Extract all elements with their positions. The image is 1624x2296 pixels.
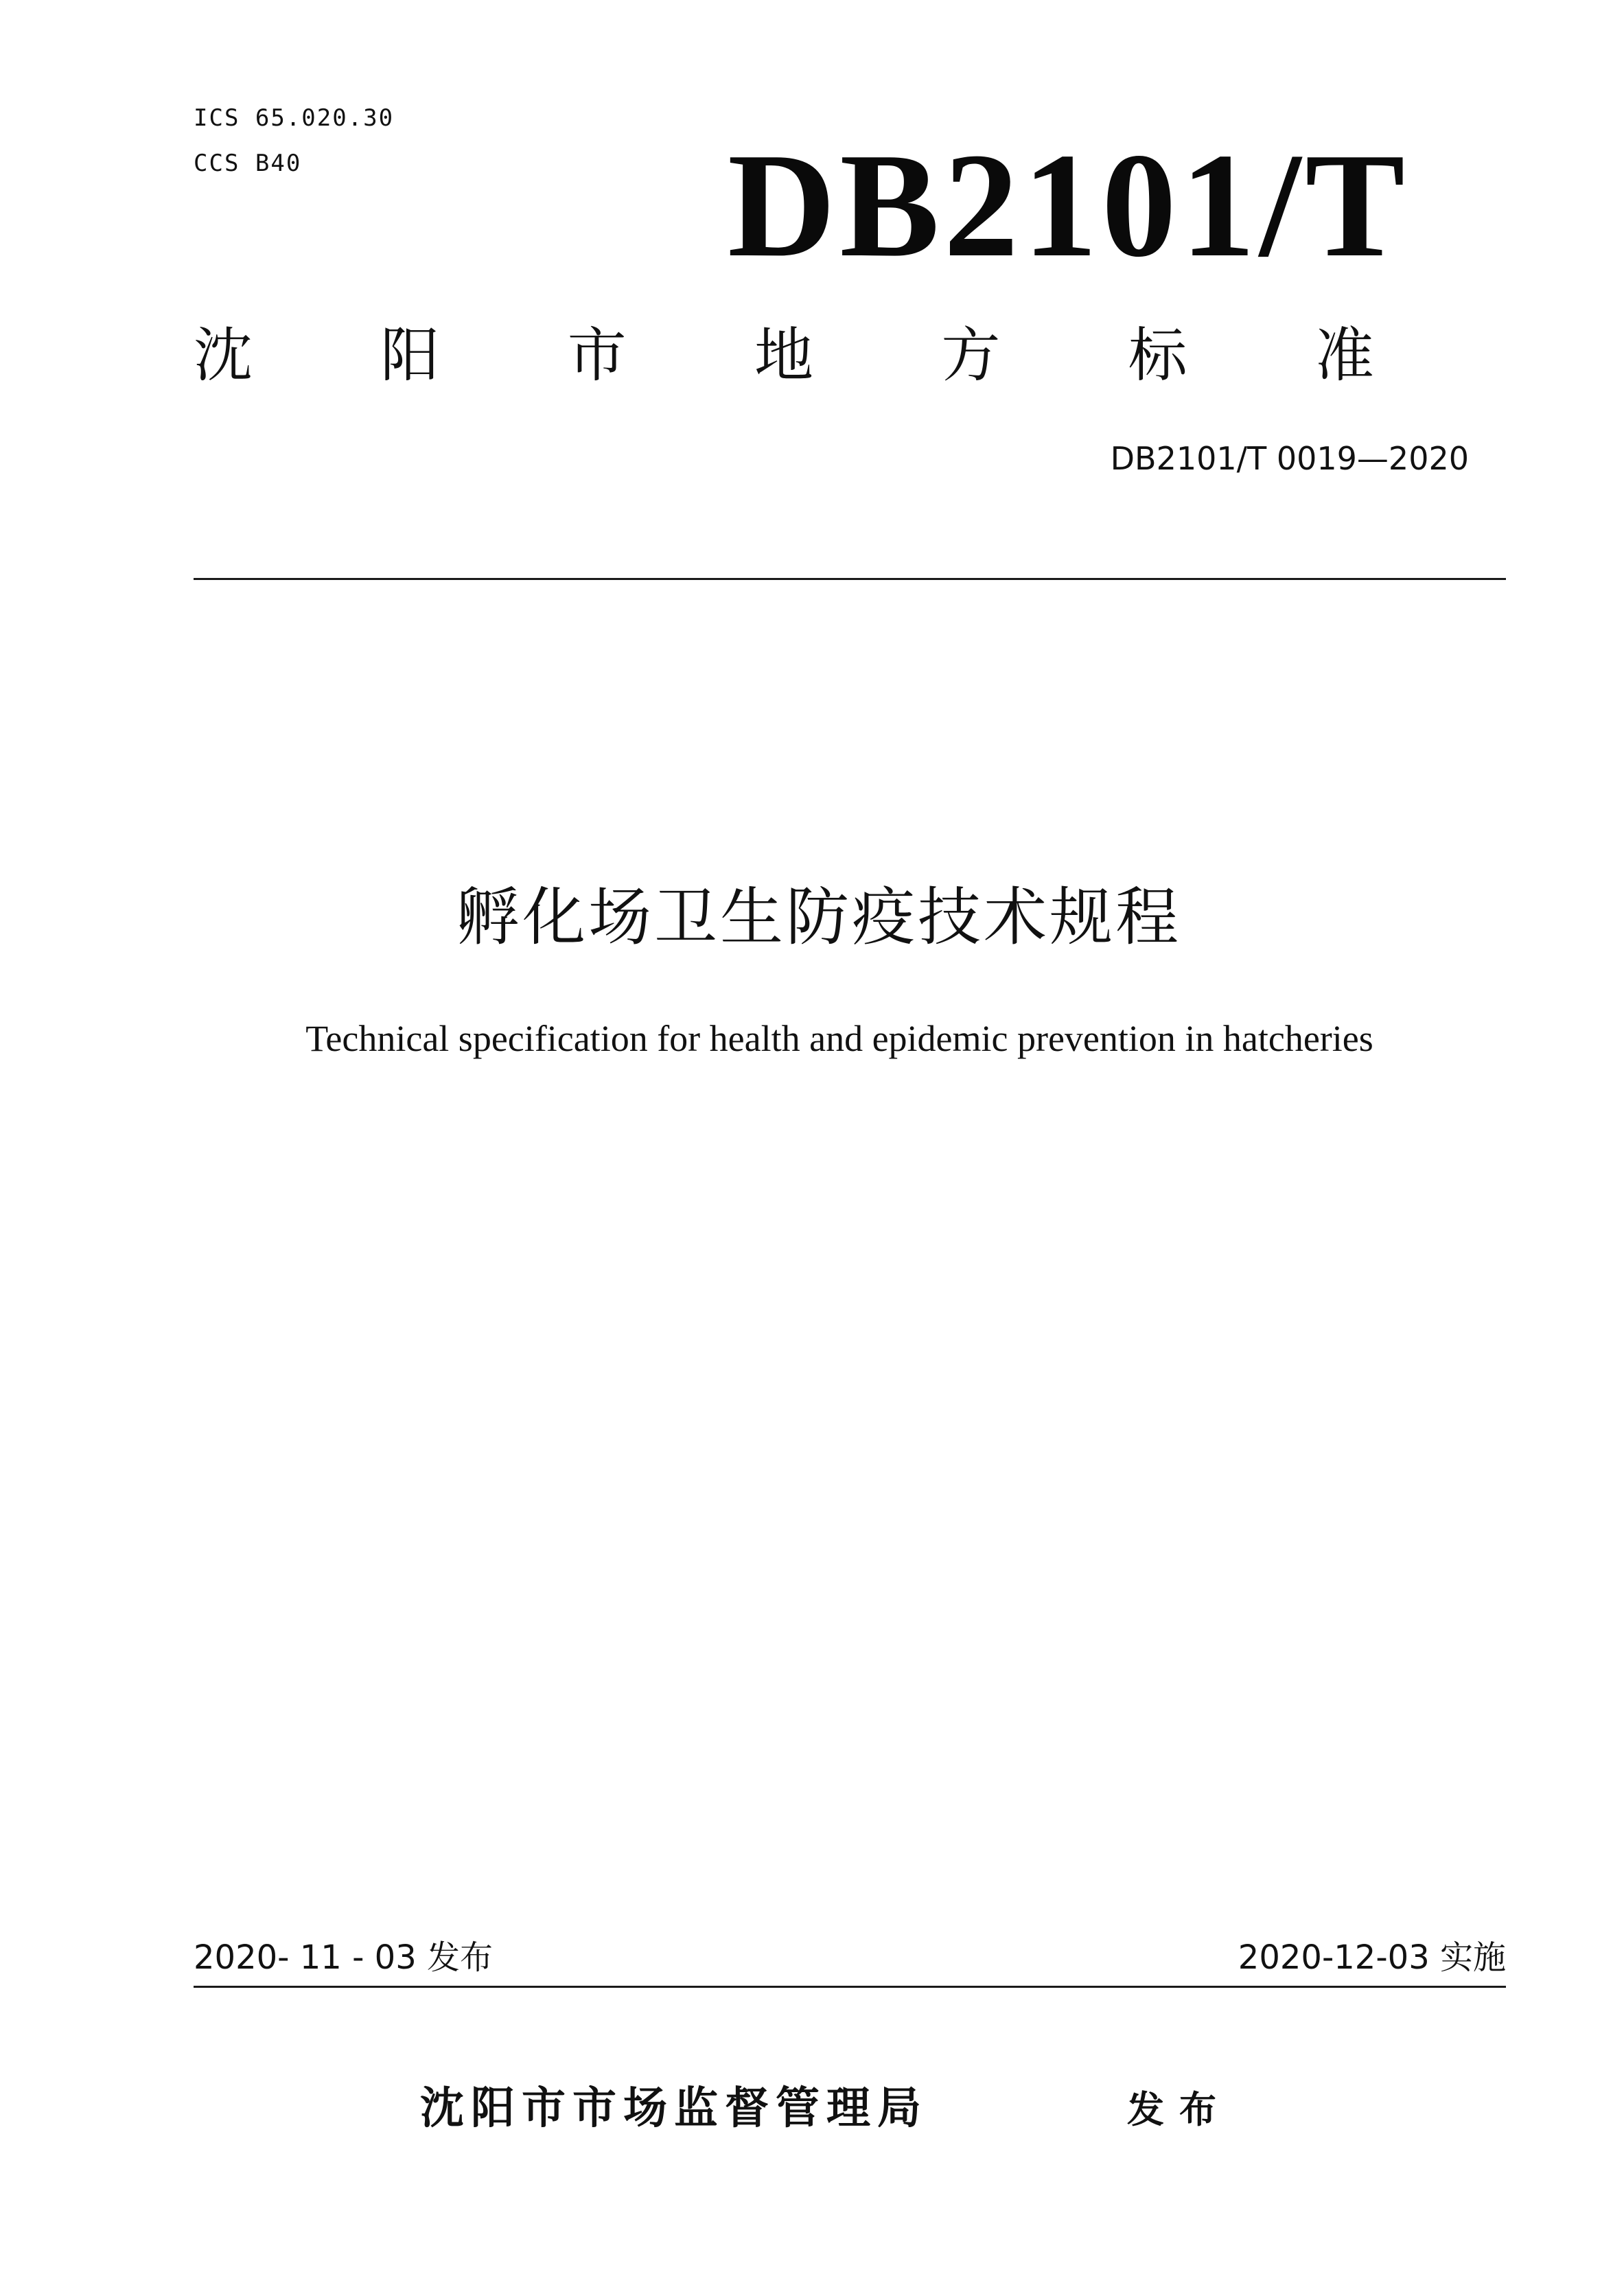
standard-type-char: 市	[567, 321, 627, 390]
standard-type	[194, 321, 1374, 390]
ccs-code: CCS B40	[194, 150, 302, 177]
standard-type-char: 阳	[380, 321, 440, 390]
title-english: Technical specification for health and epidemic prevention in hatcheries	[305, 1018, 1373, 1059]
standard-type-char: 准	[1314, 321, 1374, 390]
standard-type-char: 标	[1128, 321, 1187, 390]
standard-type-char: 方	[941, 321, 1001, 390]
standard-number: DB2101/T 0019—2020	[1110, 440, 1469, 477]
standard-type-char: 地	[754, 321, 813, 390]
implementation-date: 2020-12-03 实施	[1238, 1938, 1506, 1977]
standard-type-char: 沈	[194, 321, 253, 390]
issuing-label: 发布	[1127, 2088, 1231, 2131]
title-chinese: 孵化场卫生防疫技术规程	[456, 881, 1181, 954]
issuing-authority: 沈阳市市场监督管理局	[420, 2083, 928, 2134]
issue-date: 2020- 11 - 03 发布	[194, 1938, 493, 1977]
top-divider	[194, 578, 1506, 580]
bottom-divider	[194, 1986, 1506, 1988]
ics-code: ICS 65.020.30	[194, 104, 395, 132]
standard-mark: DB2101/T	[728, 123, 1409, 288]
